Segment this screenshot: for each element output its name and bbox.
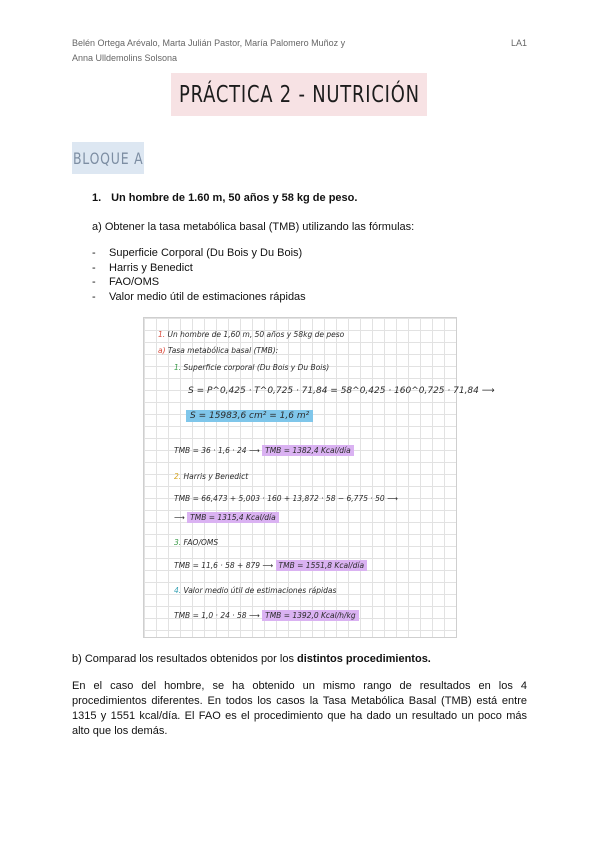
question-1 — [92, 192, 357, 204]
note-line — [174, 586, 336, 595]
question-b — [72, 653, 431, 665]
note-line — [174, 446, 354, 455]
question-b-text: b) Comparad los resultados obtenidos por los — [72, 653, 298, 665]
note-text: Valor medio útil de estimaciones rápidas — [183, 586, 337, 595]
note-text: TMB = 36 · 1,6 · 24 ⟶ — [174, 446, 260, 455]
highlighted-result: TMB = 1315,4 Kcal/día — [187, 512, 279, 523]
highlighted-result: TMB = 1382,4 Kcal/día — [262, 445, 354, 456]
note-number: 1. — [174, 363, 182, 372]
list-item-text: Superficie Corporal (Du Bois y Du Bois) — [109, 247, 303, 259]
note-number: 2. — [174, 472, 182, 481]
note-number: 4. — [174, 586, 182, 595]
note-text: FAO/OMS — [183, 538, 219, 547]
highlighted-result: TMB = 1392,0 Kcal/h/kg — [262, 610, 359, 621]
note-line — [174, 561, 367, 570]
note-line — [174, 363, 329, 372]
note-text: Tasa metabólica basal (TMB): — [167, 346, 279, 355]
authors-line-2: Anna Ulldemolins Solsona — [72, 53, 178, 63]
arrow: ⟶ — [174, 513, 185, 522]
note-line — [174, 538, 218, 547]
answer-paragraph: En el caso del hombre, se ha obtenido un mismo rango de resultados en los 4 procedimientos diferentes. En todos los casos la Tasa Metabólica Basal (TMB) está entre 1315 y 1551 kcal/día. El FAO es el procedimiento que ha dado un resultado un poco más alto que los demás. — [72, 680, 527, 737]
note-text: Harris y Benedict — [183, 472, 249, 481]
note-line — [158, 346, 278, 355]
list-item-text: Valor medio útil de estimaciones rápidas — [109, 290, 306, 303]
note-line: S = P^0,425 · T^0,725 · 71,84 = 58^0,425 · 160^0,725 · 71,84 ⟶ — [188, 386, 495, 396]
list-item: - Valor medio útil de estimaciones rápidas — [92, 290, 306, 303]
list-item: - FAO/OMS — [92, 276, 160, 288]
highlighted-result: S = 15983,6 cm² = 1,6 m² — [186, 410, 313, 422]
note-text: TMB = 11,6 · 58 + 879 ⟶ — [174, 561, 274, 570]
list-item-text: FAO/OMS — [109, 276, 160, 288]
note-text: Un hombre de 1,60 m, 50 años y 58kg de peso — [167, 330, 345, 339]
note-text: Superficie corporal (Du Bois y Du Bois) — [183, 363, 330, 372]
note-number: a) — [158, 346, 166, 355]
note-line — [174, 611, 359, 620]
note-line — [174, 513, 279, 522]
question-1-text: Un hombre de 1.60 m, 50 años y 58 kg de peso. — [111, 192, 358, 204]
list-item: - Superficie Corporal (Du Bois y Du Bois) — [92, 247, 303, 259]
authors-line-1: Belén Ortega Arévalo, Marta Julián Pastor, María Palomero Muñoz y — [72, 38, 346, 48]
note-line — [186, 411, 313, 421]
note-line — [174, 472, 248, 481]
handwritten-notes-image — [144, 318, 495, 637]
section-banner — [72, 142, 144, 174]
list-item-text: Harris y Benedict — [109, 261, 193, 274]
question-a: a) Obtener la tasa metabólica basal (TMB) utilizando las fórmulas: — [92, 221, 415, 233]
document-code: LA1 — [510, 38, 527, 48]
formula-list — [92, 246, 306, 304]
note-number: 1. — [158, 330, 166, 339]
question-b-bold: distintos procedimientos. — [297, 653, 431, 665]
title-banner — [171, 73, 427, 116]
note-text: TMB = 1,0 · 24 · 58 ⟶ — [174, 611, 260, 620]
page-header — [72, 36, 527, 66]
page-title: PRÁCTICA 2 - NUTRICIÓN — [178, 81, 420, 108]
question-1-number: 1. — [92, 192, 102, 204]
highlighted-result: TMB = 1551,8 Kcal/día — [276, 560, 368, 571]
note-number: 3. — [174, 538, 182, 547]
list-item: - Harris y Benedict — [92, 261, 193, 274]
note-line — [158, 330, 344, 339]
section-title: BLOQUE A — [72, 148, 144, 168]
note-line: TMB = 66,473 + 5,003 · 160 + 13,872 · 58 − 6,775 · 50 ⟶ — [174, 494, 398, 503]
